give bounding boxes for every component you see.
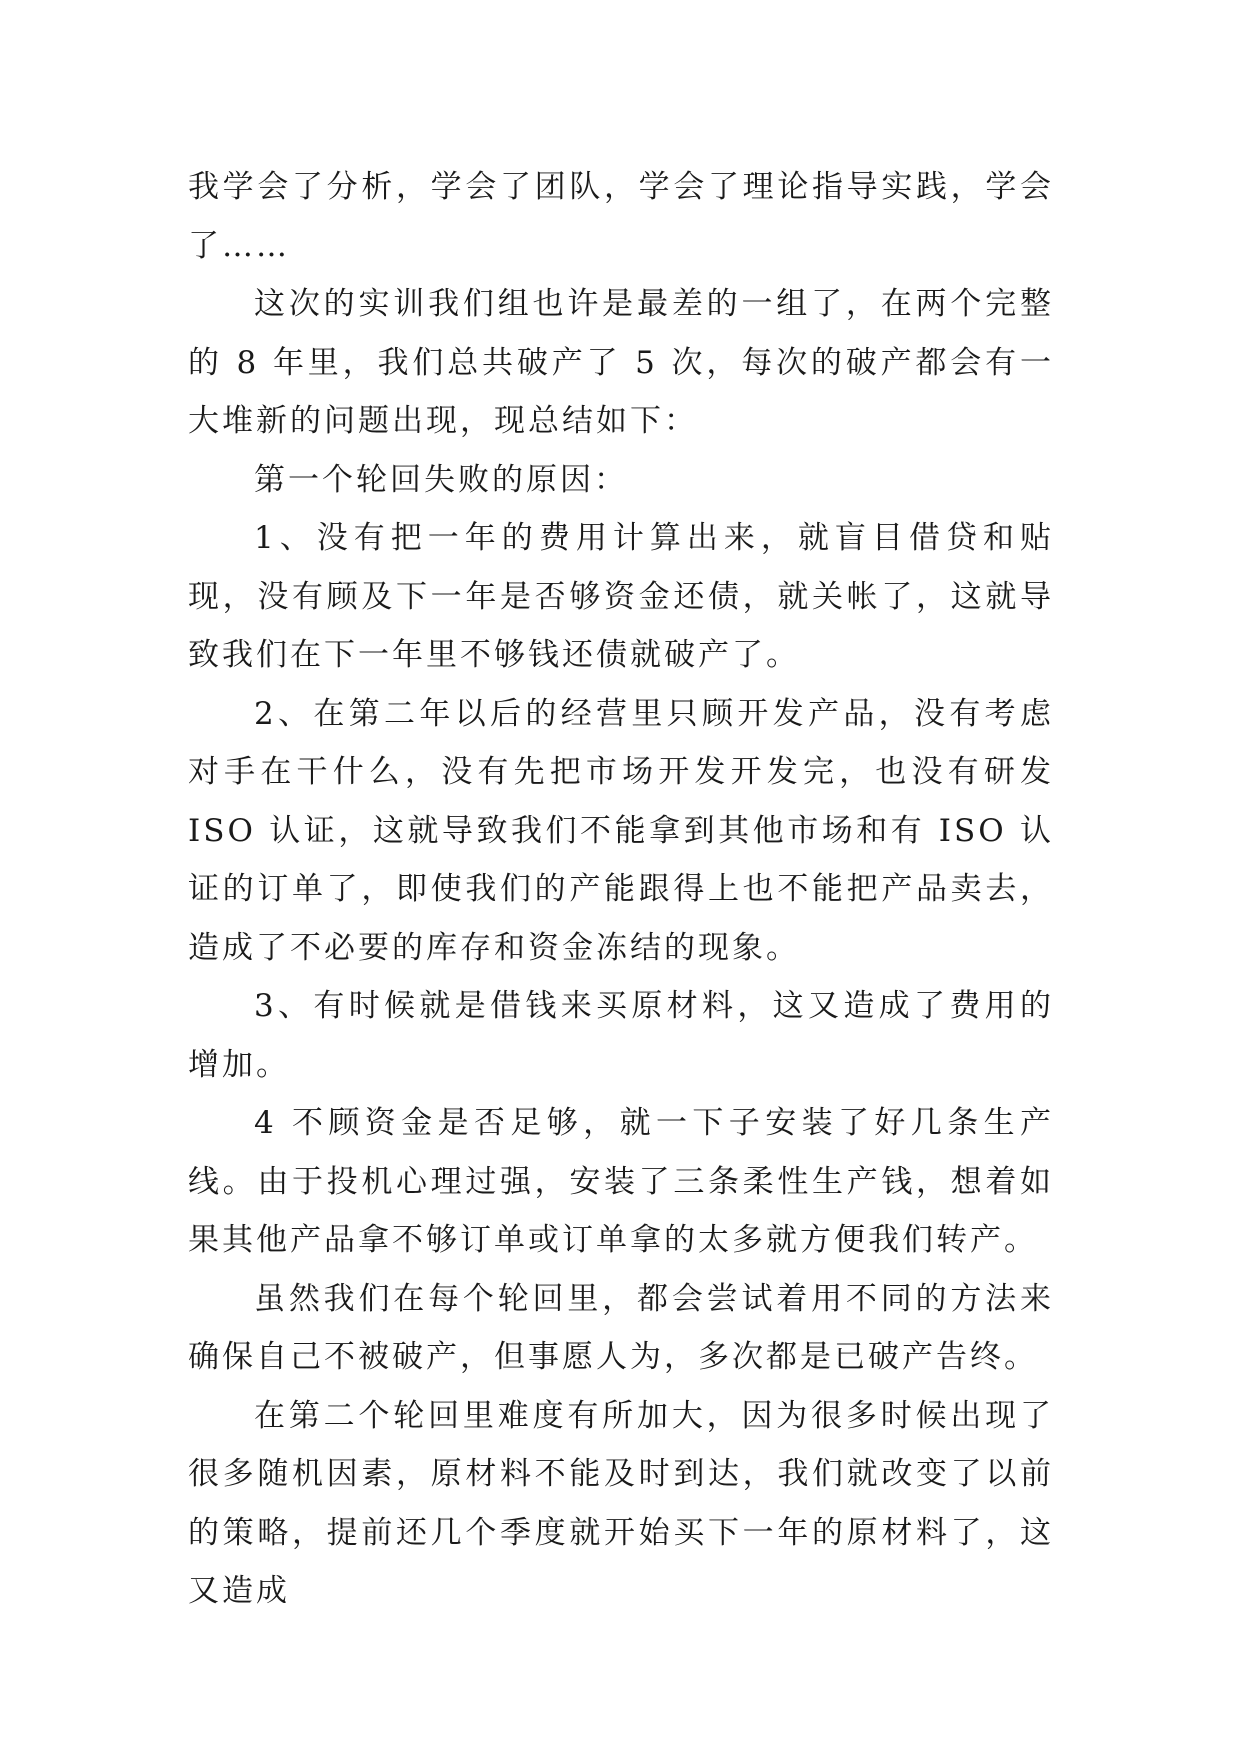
paragraph: 这次的实训我们组也许是最差的一组了，在两个完整的 8 年里，我们总共破产了 5 次，每次的破产都会有一大堆新的问题出现，现总结如下： <box>188 286 1054 439</box>
paragraph: 虽然我们在每个轮回里，都会尝试着用不同的方法来确保自己不被破产，但事愿人为，多次都是已破产告终。 <box>188 1280 1054 1375</box>
list-item: 2、在第二年以后的经营里只顾开发产品，没有考虑对手在干什么，没有先把市场开发开发完，也没有研发 ISO 认证，这就导致我们不能拿到其他市场和有 ISO 认证的订单了，即使我们的产能跟得上也不能把产品卖去，造成了不必要的库存和资金冻结的现象。 <box>188 695 1054 966</box>
paragraph: 在第二个轮回里难度有所加大，因为很多时候出现了很多随机因素，原材料不能及时到达，我们就改变了以前的策略，提前还几个季度就开始买下一年的原材料了，这又造成 <box>188 1397 1054 1609</box>
list-item: 3、有时候就是借钱来买原材料，这又造成了费用的增加。 <box>188 988 1054 1083</box>
list-item: 1、没有把一年的费用计算出来，就盲目借贷和贴现，没有顾及下一年是否够资金还债，就关帐了，这就导致我们在下一年里不够钱还债就破产了。 <box>188 520 1054 673</box>
section-heading: 第一个轮回失败的原因： <box>254 461 628 498</box>
document-body <box>188 158 1054 1621</box>
paragraph: 我学会了分析，学会了团队，学会了理论指导实践，学会了…… <box>188 169 1054 264</box>
list-item: 4 不顾资金是否足够，就一下子安装了好几条生产线。由于投机心理过强，安装了三条柔性生产钱，想着如果其他产品拿不够订单或订单拿的太多就方便我们转产。 <box>188 1105 1054 1258</box>
